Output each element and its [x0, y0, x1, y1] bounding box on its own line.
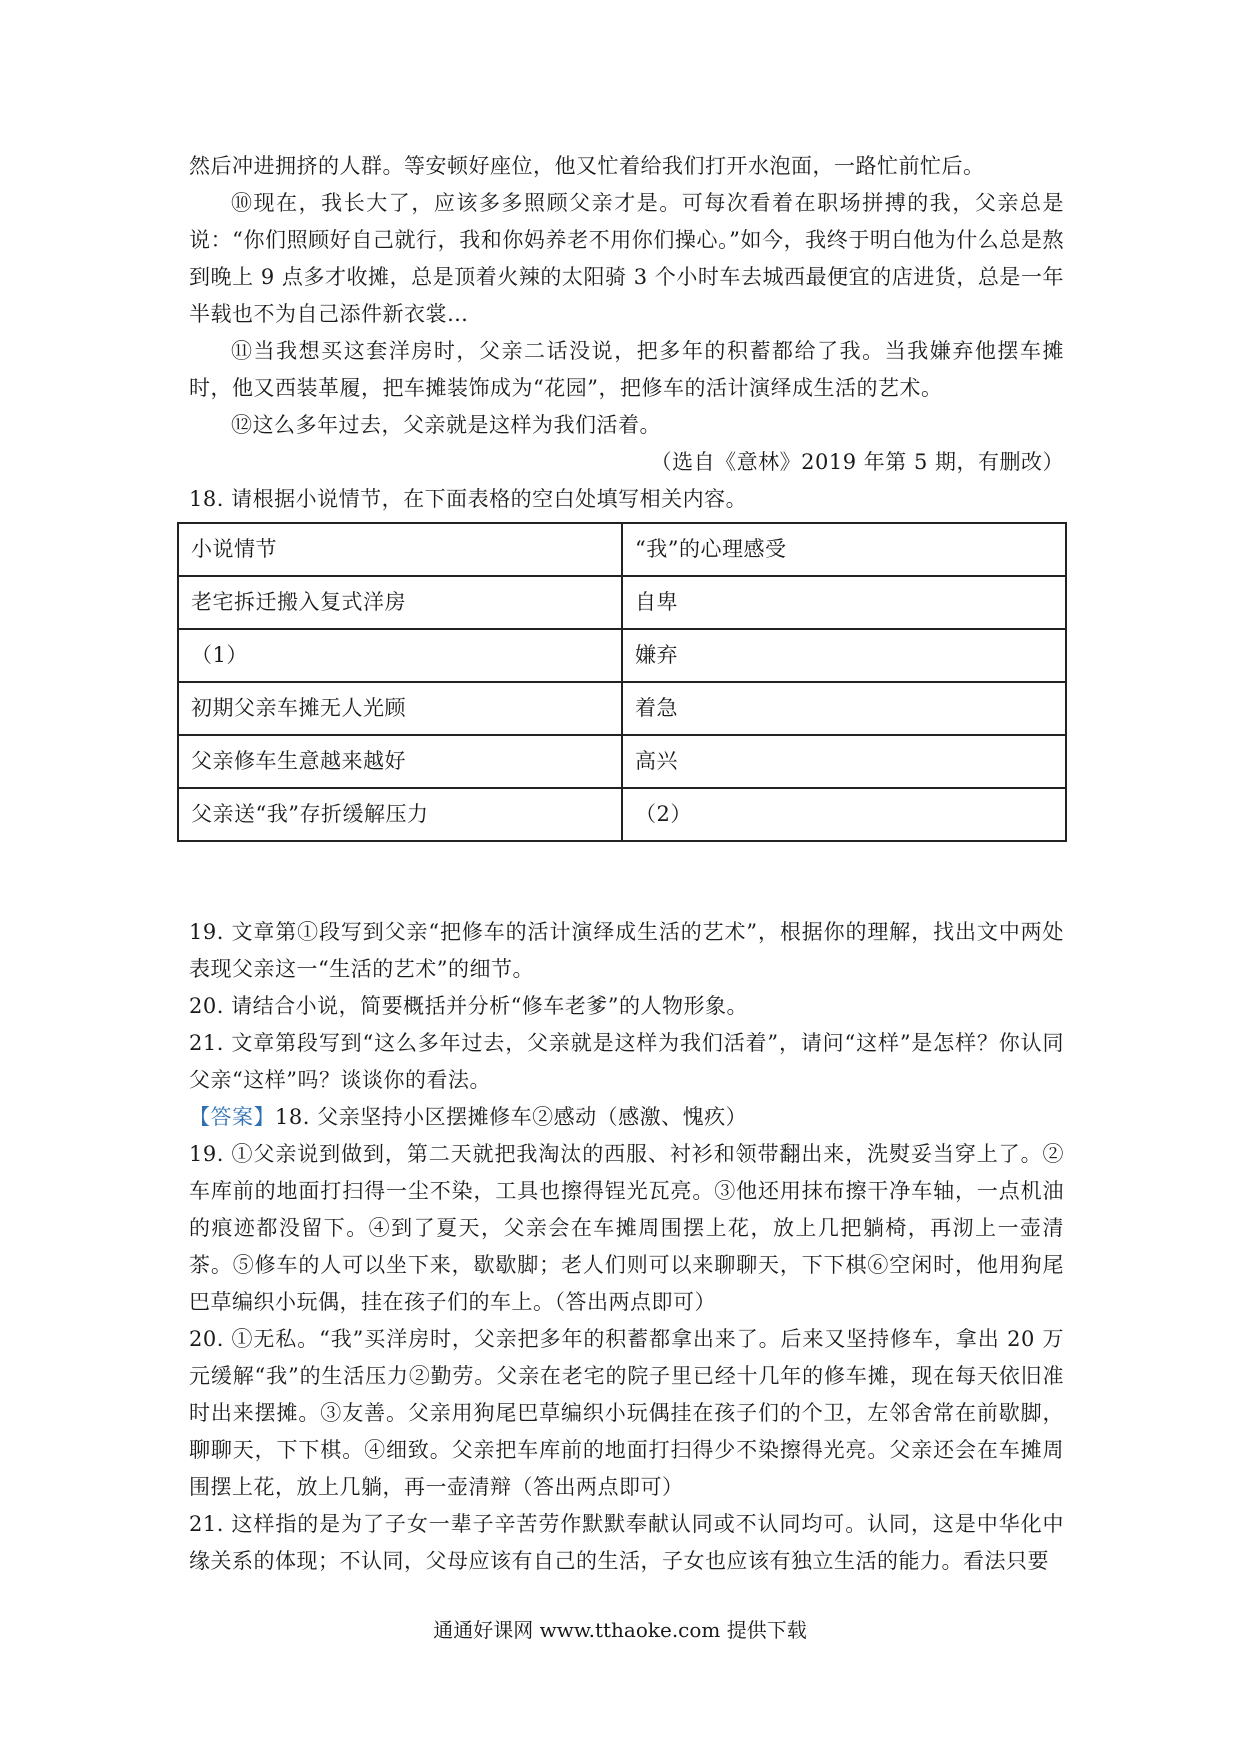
plot-feeling-table [177, 522, 1067, 842]
question-21: 21. 文章第段写到“这么多年过去，父亲就是这样为我们活着”，请问“这样”是怎样？你认同父亲“这样”吗？谈谈你的看法。 [189, 1031, 1064, 1092]
table-cell-feeling: 嫌弃 [622, 629, 1066, 682]
table-header-cell: “我”的心理感受 [622, 523, 1066, 576]
table-cell-plot: 父亲送“我”存折缓解压力 [178, 788, 622, 841]
answer-21: 21. 这样指的是为了子女一辈子辛苦劳作默默奉献认同或不认同均可。认同，这是中华化中缘关系的体现；不认同，父母应该有自己的生活，子女也应该有独立生活的能力。看法只要 [189, 1512, 1064, 1573]
table-cell-feeling: 自卑 [622, 576, 1066, 629]
question-18: 18. 请根据小说情节，在下面表格的空白处填写相关内容。 [189, 487, 748, 511]
answer-tag: 【答案】 [189, 1105, 275, 1129]
passage-source: （选自《意林》2019 年第 5 期，有删改） [650, 450, 1064, 474]
table-cell-plot: 初期父亲车摊无人光顾 [178, 682, 622, 735]
answer-19: 19. ①父亲说到做到，第二天就把我淘汰的西服、衬衫和领带翻出来，洗熨妥当穿上了。②车库前的地面打扫得一尘不染，工具也擦得锃光瓦亮。③他还用抹布擦干净车轴，一点机油的痕迹都没留下。④到了夏天，父亲会在车摊周围摆上花，放上几把躺椅，再沏上一壶清茶。⑤修车的人可以坐下来，歇歇脚；老人们则可以来聊聊天，下下棋⑥空闲时，他用狗尾巴草编织小玩偶，挂在孩子们的车上。（答出两点即可） [189, 1142, 1064, 1314]
table-row [178, 576, 1066, 629]
table-cell-feeling: 着急 [622, 682, 1066, 735]
table-cell-plot: 老宅拆迁搬入复式洋房 [178, 576, 622, 629]
answer-20: 20. ①无私。“我”买洋房时，父亲把多年的积蓄都拿出来了。后来又坚持修车，拿出 20 万元缓解“我”的生活压力②勤劳。父亲在老宅的院子里已经十几年的修车摊，现在每天依旧准时出来摆摊。③友善。父亲用狗尾巴草编织小玩偶挂在孩子们的个卫，左邻舍常在前歇脚，聊聊天，下下棋。④细致。父亲把车库前的地面打扫得少不染擦得光亮。父亲还会在车摊周围摆上花，放上几躺，再一壶清辩（答出两点即可） [189, 1327, 1064, 1499]
answer-18-text: 18. 父亲坚持小区摆摊修车②感动（感激、愧疚） [275, 1105, 748, 1129]
question-20: 20. 请结合小说，简要概括并分析“修车老爹”的人物形象。 [189, 994, 749, 1018]
table-header-cell: 小说情节 [178, 523, 622, 576]
table-cell-plot: （1） [178, 629, 622, 682]
table-row [178, 629, 1066, 682]
table-row [178, 788, 1066, 841]
table-spacer [189, 842, 1064, 914]
table-row [178, 735, 1066, 788]
passage-paragraph-9-continued: 然后冲进拥挤的人群。等安顿好座位，他又忙着给我们打开水泡面，一路忙前忙后。 [189, 154, 985, 178]
table-cell-feeling: 高兴 [622, 735, 1066, 788]
question-19: 19. 文章第①段写到父亲“把修车的活计演绎成生活的艺术”，根据你的理解，找出文中两处表现父亲这一“生活的艺术”的细节。 [189, 920, 1064, 981]
table-row [178, 682, 1066, 735]
table-cell-plot: 父亲修车生意越来越好 [178, 735, 622, 788]
passage-paragraph-11: ⑪当我想买这套洋房时，父亲二话没说，把多年的积蓄都给了我。当我嫌弃他摆车摊时，他又西装革履，把车摊装饰成为“花园”，把修车的活计演绎成生活的艺术。 [189, 339, 1064, 400]
passage-paragraph-10: ⑩现在，我长大了，应该多多照顾父亲才是。可每次看着在职场拼搏的我，父亲总是说：“你们照顾好自己就行，我和你妈养老不用你们操心。”如今，我终于明白他为什么总是熬到晚上 9 点多才收摊，总是顶着火辣的太阳骑 3 个小时车去城西最便宜的店进货，总是一年半载也不为自己添件新衣裳… [189, 191, 1064, 326]
document-body [189, 148, 1064, 1580]
table-header-row [178, 523, 1066, 576]
table-cell-feeling: （2） [622, 788, 1066, 841]
answer-18 [189, 1099, 1064, 1136]
page-footer: 通通好课网 www.tthaoke.com 提供下载 [433, 1618, 807, 1642]
passage-paragraph-12: ⑫这么多年过去，父亲就是这样为我们活着。 [231, 413, 661, 437]
